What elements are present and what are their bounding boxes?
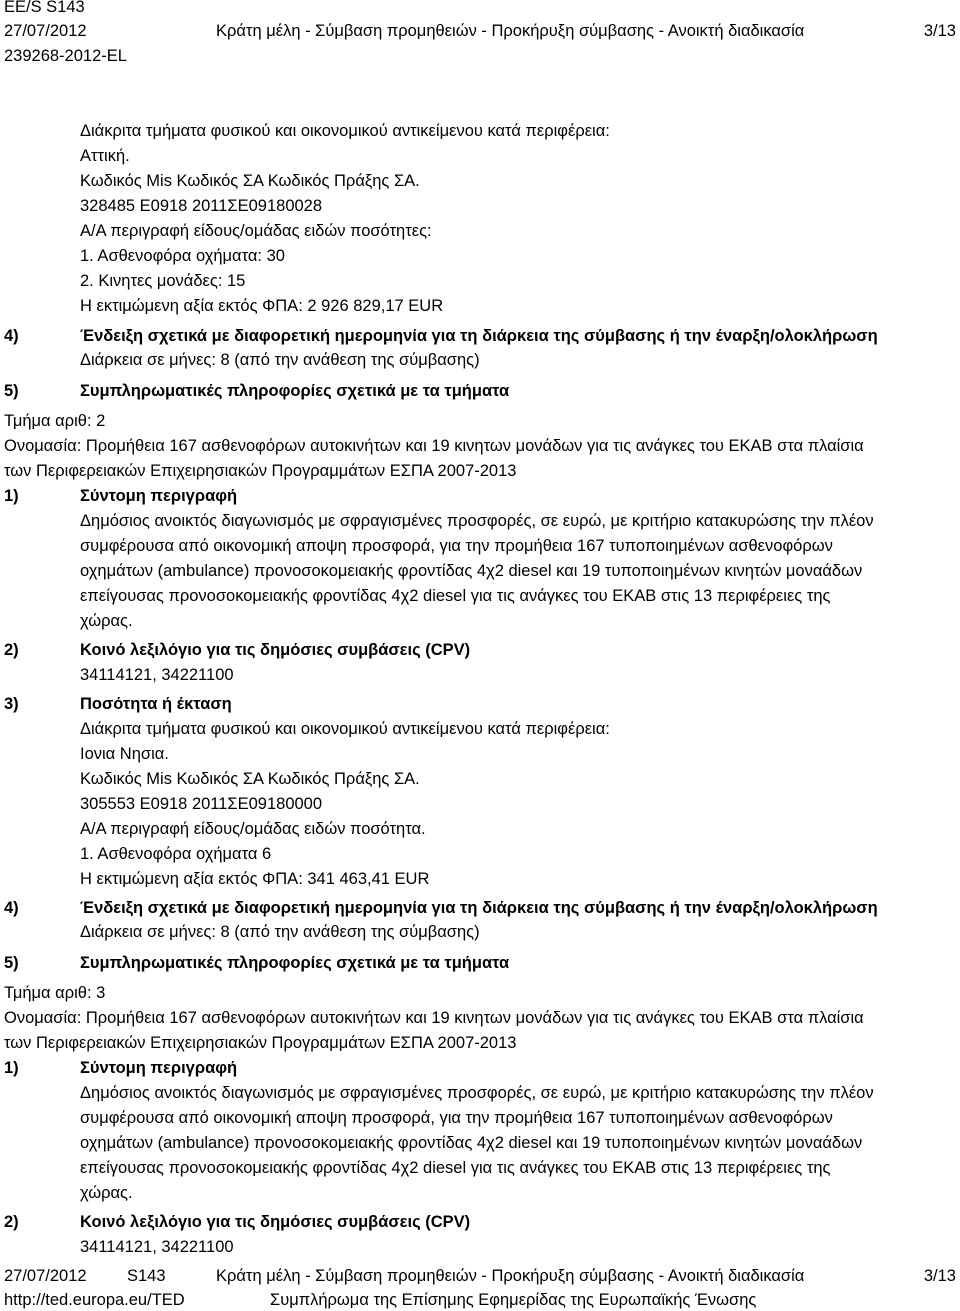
section-number: 5) (4, 382, 19, 400)
item-2: 2. Κινητες μονάδες: 15 (80, 272, 246, 290)
section-number: 5) (4, 954, 19, 972)
section-heading-cpv: Κοινό λεξιλόγιο για τις δημόσιες συμβάσεις (CPV) (80, 1213, 471, 1231)
quantity-line: 305553 Ε0918 2011ΣΕ09180000 (80, 795, 323, 813)
description-line: χώρας. (80, 612, 133, 630)
header-page-number: 3/13 (923, 22, 956, 40)
region-name: Αττική. (80, 147, 130, 165)
section-number: 4) (4, 327, 19, 345)
section-heading-quantity: Ποσότητα ή έκταση (80, 695, 232, 713)
footer-supplement: Συμπλήρωμα της Επίσημης Εφημερίδας της Ευρωπαϊκής Ένωσης (270, 1291, 757, 1309)
section-heading-additional-info: Συμπληρωματικές πληροφορίες σχετικά με τα τμήματα (80, 954, 510, 972)
description-line: χώρας. (80, 1184, 133, 1202)
section-heading-short-description: Σύντομη περιγραφή (80, 487, 238, 505)
codes-value: 328485 Ε0918 2011ΣΕ09180028 (80, 197, 323, 215)
items-label: Α/Α περιγραφή είδους/ομάδας ειδών ποσότητες: (80, 222, 432, 240)
section-number: 3) (4, 695, 19, 713)
section-number: 2) (4, 1213, 19, 1231)
section-number: 1) (4, 487, 19, 505)
section-heading-duration: Ένδειξη σχετικά με διαφορετική ημερομηνία για τη διάρκεια της σύμβασης ή την έναρξη/ολοκλήρωση (80, 899, 878, 917)
quantity-line: 1. Ασθενοφόρα οχήματα 6 (80, 845, 272, 863)
lot-name-line-2: των Περιφερειακών Επιχειρησιακών Προγραμμάτων ΕΣΠΑ 2007-2013 (4, 462, 517, 480)
estimated-value: Η εκτιμώμενη αξία εκτός ΦΠΑ: 2 926 829,17 EUR (80, 297, 444, 315)
section-heading-short-description: Σύντομη περιγραφή (80, 1059, 238, 1077)
description-line: επείγουσας προνοσοκομειακής φροντίδας 4χ2 diesel για τις ανάγκες του ΕΚΑΒ στις 13 περιφέρειες της (80, 587, 831, 605)
lot-title: Τμήμα αριθ: 3 (4, 984, 106, 1002)
quantity-line: Διάκριτα τμήματα φυσικού και οικονομικού αντικείμενου κατά περιφέρεια: (80, 720, 610, 738)
section-heading-duration: Ένδειξη σχετικά με διαφορετική ημερομηνία για τη διάρκεια της σύμβασης ή την έναρξη/ολοκλήρωση (80, 327, 878, 345)
header-title: Κράτη μέλη - Σύμβαση προμηθειών - Προκήρυξη σύμβασης - Ανοικτή διαδικασία (216, 22, 805, 40)
description-line: συμφέρουσα από οικονομική αποψη προσφορά, για την προμήθεια 167 τυποποιημένων ασθενοφόρων (80, 1109, 833, 1127)
quantity-line: Η εκτιμώμενη αξία εκτός ΦΠΑ: 341 463,41 EUR (80, 870, 430, 888)
footer-series: S143 (127, 1267, 166, 1285)
cpv-codes: 34114121, 34221100 (80, 1238, 234, 1256)
codes-label: Κωδικός Mis Κωδικός ΣΑ Κωδικός Πράξης ΣΑ. (80, 172, 420, 190)
footer-url[interactable]: http://ted.europa.eu/TED (4, 1291, 185, 1309)
section-number: 4) (4, 899, 19, 917)
footer-page-number: 3/13 (923, 1267, 956, 1285)
footer-date: 27/07/2012 (4, 1267, 87, 1285)
description-line: συμφέρουσα από οικονομική αποψη προσφορά, για την προμήθεια 167 τυποποιημένων ασθενοφόρων (80, 537, 833, 555)
quantity-line: Ιονια Νησια. (80, 745, 169, 763)
item-1: 1. Ασθενοφόρα οχήματα: 30 (80, 247, 285, 265)
description-line: οχημάτων (ambulance) προνοσοκομειακής φροντίδας 4χ2 diesel και 19 τυποποιημένων κινητών μοναάδων (80, 562, 863, 580)
regions-label: Διάκριτα τμήματα φυσικού και οικονομικού αντικείμενου κατά περιφέρεια: (80, 122, 610, 140)
lot-name-line-1: Ονομασία: Προμήθεια 167 ασθενοφόρων αυτοκινήτων και 19 κινητων μονάδων για τις ανάγκες του ΕΚΑΒ στα πλαίσια (4, 1009, 864, 1027)
lot-name-line-2: των Περιφερειακών Επιχειρησιακών Προγραμμάτων ΕΣΠΑ 2007-2013 (4, 1034, 517, 1052)
description-line: Δημόσιος ανοικτός διαγωνισμός με σφραγισμένες προσφορές, σε ευρώ, με κριτήριο κατακυρώσης την πλέον (80, 1084, 874, 1102)
duration-text: Διάρκεια σε μήνες: 8 (από την ανάθεση της σύμβασης) (80, 923, 480, 941)
lot-name-line-1: Ονομασία: Προμήθεια 167 ασθενοφόρων αυτοκινήτων και 19 κινητων μονάδων για τις ανάγκες του ΕΚΑΒ στα πλαίσια (4, 437, 864, 455)
quantity-line: Α/Α περιγραφή είδους/ομάδας ειδών ποσότητα. (80, 820, 426, 838)
description-line: Δημόσιος ανοικτός διαγωνισμός με σφραγισμένες προσφορές, σε ευρώ, με κριτήριο κατακυρώσης την πλέον (80, 512, 874, 530)
duration-text: Διάρκεια σε μήνες: 8 (από την ανάθεση της σύμβασης) (80, 351, 480, 369)
cpv-codes: 34114121, 34221100 (80, 666, 234, 684)
footer-title: Κράτη μέλη - Σύμβαση προμηθειών - Προκήρυξη σύμβασης - Ανοικτή διαδικασία (216, 1267, 805, 1285)
description-line: οχημάτων (ambulance) προνοσοκομειακής φροντίδας 4χ2 diesel και 19 τυποποιημένων κινητών μοναάδων (80, 1134, 863, 1152)
notice-number: 239268-2012-EL (4, 47, 127, 65)
section-heading-additional-info: Συμπληρωματικές πληροφορίες σχετικά με τα τμήματα (80, 382, 510, 400)
section-heading-cpv: Κοινό λεξιλόγιο για τις δημόσιες συμβάσεις (CPV) (80, 641, 471, 659)
description-line: επείγουσας προνοσοκομειακής φροντίδας 4χ2 diesel για τις ανάγκες του ΕΚΑΒ στις 13 περιφέρειες της (80, 1159, 831, 1177)
quantity-line: Κωδικός Mis Κωδικός ΣΑ Κωδικός Πράξης ΣΑ. (80, 770, 420, 788)
section-number: 1) (4, 1059, 19, 1077)
lot-title: Τμήμα αριθ: 2 (4, 412, 106, 430)
doc-id: EE/S S143 (4, 0, 85, 16)
section-number: 2) (4, 641, 19, 659)
header-date: 27/07/2012 (4, 22, 87, 40)
